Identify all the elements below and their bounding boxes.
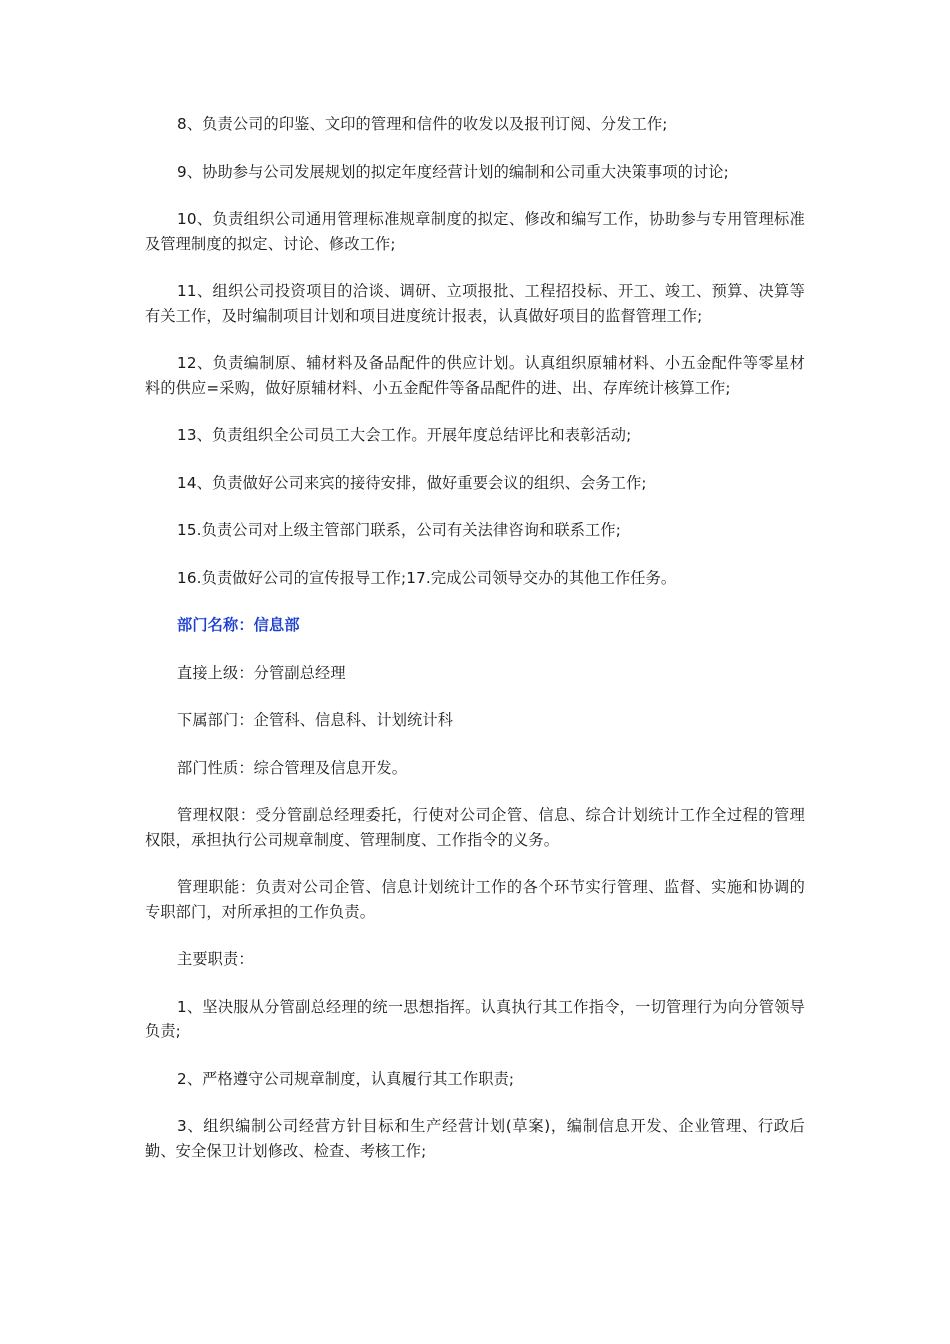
info-duty-item-1: 1、坚决服从分管副总经理的统一思想指挥。认真执行其工作指令，一切管理行为向分管领导负责;	[145, 997, 805, 1040]
duty-item-8: 8、负责公司的印鉴、文印的管理和信件的收发以及报刊订阅、分发工作;	[177, 115, 668, 133]
duty-item-14: 14、负责做好公司来宾的接待安排，做好重要会议的组织、会务工作;	[177, 473, 647, 492]
duty-item-16-17: 16.负责做好公司的宣传报导工作;17.完成公司领导交办的其他工作任务。	[177, 568, 677, 587]
duty-item-15: 15.负责公司对上级主管部门联系，公司有关法律咨询和联系工作;	[177, 521, 621, 539]
department-nature: 部门性质：综合管理及信息开发。	[177, 758, 408, 777]
duty-item-12: 12、负责编制原、辅材料及备品配件的供应计划。认真组织原辅材料、小五金配件等零星材料的供应=采购，做好原辅材料、小五金配件等备品配件的进、出、存库统计核算工作;	[145, 354, 805, 397]
department-heading: 部门名称：信息部	[177, 616, 300, 634]
info-duty-item-2: 2、严格遵守公司规章制度，认真履行其工作职责;	[177, 1069, 515, 1088]
subordinate-departments: 下属部门：企管科、信息科、计划统计科	[177, 711, 454, 729]
document-page	[145, 112, 805, 1186]
management-authority: 管理权限：受分管副总经理委托，行使对公司企管、信息、综合计划统计工作全过程的管理权限，承担执行公司规章制度、管理制度、工作指令的义务。	[145, 806, 805, 849]
duty-item-13: 13、负责组织全公司员工大会工作。开展年度总结评比和表彰活动;	[177, 426, 632, 444]
management-function: 管理职能：负责对公司企管、信息计划统计工作的各个环节实行管理、监督、实施和协调的专职部门，对所承担的工作负责。	[145, 878, 805, 921]
duty-item-11: 11、组织公司投资项目的洽谈、调研、立项报批、工程招投标、开工、竣工、预算、决算等有关工作，及时编制项目计划和项目进度统计报表，认真做好项目的监督管理工作;	[145, 282, 805, 325]
direct-superior: 直接上级：分管副总经理	[177, 663, 346, 682]
main-duties-label: 主要职责：	[177, 950, 254, 968]
duty-item-10: 10、负责组织公司通用管理标准规章制度的拟定、修改和编写工作，协助参与专用管理标准及管理制度的拟定、讨论、修改工作;	[145, 210, 805, 253]
info-duty-item-3: 3、组织编制公司经营方针目标和生产经营计划(草案)，编制信息开发、企业管理、行政后勤、安全保卫计划修改、检查、考核工作;	[145, 1117, 805, 1160]
duty-item-9: 9、协助参与公司发展规划的拟定年度经营计划的编制和公司重大决策事项的讨论;	[177, 162, 729, 181]
